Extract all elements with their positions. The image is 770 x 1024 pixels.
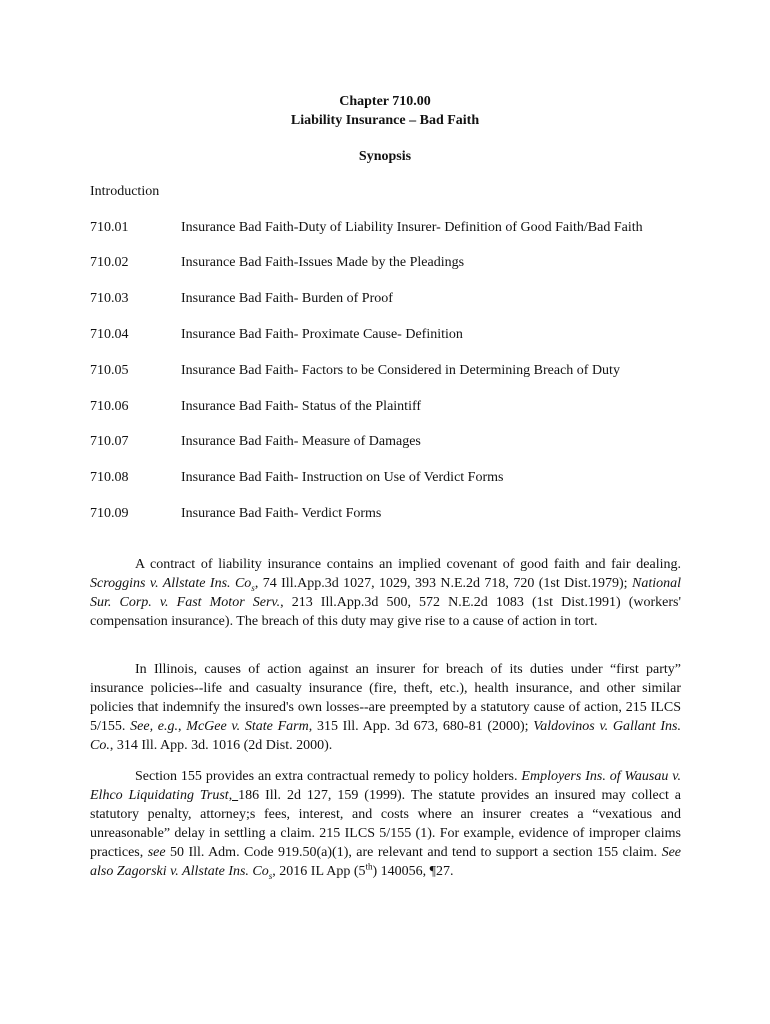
toc-number: 710.02 [90,255,129,270]
case-citation: Employers Ins. of Wausau v. Elhco Liquidating Trust [90,769,681,803]
toc-title: Insurance Bad Faith- Status of the Plaintiff [181,399,422,414]
toc-number: 710.09 [90,506,129,521]
toc-row [90,469,690,487]
paragraph-section-155: Section 155 provides an extra contractual remedy to policy holders. Employers Ins. of Wausau v. Elhco Liquidating Trust, 186 Ill. 2d 127, 159 (1999). The statute provides an insured may collect a statutory penalty, attorney;s fees, interest, and costs where an insurer creates a “vexatious and unreasonable” delay in settling a claim. 215 ILCS 5/155 (1). For example, evidence of improper claims practices, see 50 Ill. Adm. Code 919.50(a)(1), are relevant and tend to support a section 155 claim. See also Zagorski v. Allstate Ins. $Co_s$, 2016 IL App (5th) 140056, ¶27. [90,769,681,881]
toc-title: Insurance Bad Faith- Instruction on Use of Verdict Forms [181,470,504,485]
case-citation: Scroggins v. Allstate Ins. Co [90,576,252,591]
toc-number: 710.08 [90,470,129,485]
synopsis-heading: Synopsis [358,149,412,164]
toc-row [90,219,690,237]
case-citation: See also Zagorski v. Allstate Ins. Co [90,845,681,879]
toc-title: Insurance Bad Faith-Duty of Liability Insurer- Definition of Good Faith/Bad Faith [181,220,643,235]
toc-title: Insurance Bad Faith- Burden of Proof [181,291,393,306]
chapter-title: Liability Insurance – Bad Faith [290,113,480,128]
toc-title: Insurance Bad Faith-Issues Made by the Pleadings [181,255,465,270]
case-citation: Valdovinos v. Gallant Ins. Co. [90,719,682,753]
toc-number: 710.07 [90,434,129,449]
case-citation: McGee v. State Farm [186,719,309,734]
toc-title: Insurance Bad Faith- Factors to be Considered in Determining Breach of Duty [181,363,620,378]
introduction-label: Introduction [90,184,160,199]
toc-row [90,505,690,523]
paragraph-covenant: A contract of liability insurance contains an implied covenant of good faith and fair dealing. Scroggins v. Allstate Ins. $Co_s$, 74 Ill.App.3d 1027, 1029, 393 N.E.2d 718, 720 (1st Dist.1979); National Sur. Corp. v. Fast Motor Serv., 213 Ill.App.3d 500, 572 N.E.2d 1083 (1st Dist.1991) (workers' compensation insurance). The breach of this duty may give rise to a cause of action in tort. [90,557,682,629]
toc-row [90,398,690,416]
toc-row [90,254,690,272]
case-citation: National Sur. Corp. v. Fast Motor Serv. [90,576,682,610]
toc-row [90,362,690,380]
toc-number: 710.01 [90,220,129,235]
paragraph-illinois: In Illinois, causes of action against an insurer for breach of its duties under “first party” insurance policies--life and casualty insurance (fire, theft, etc.), health insurance, and other similar policies that indemnify the insured's own losses--are preempted by a statutory cause of action, 215 ILCS 5/155. See, e.g., McGee v. State Farm, 315 Ill. App. 3d 673, 680-81 (2000); Valdovinos v. Gallant Ins. Co., 314 Ill. App. 3d. 1016 (2d Dist. 2000). [90,662,682,753]
toc-title: Insurance Bad Faith- Verdict Forms [181,506,382,521]
toc-row [90,290,690,308]
toc-row [90,326,690,344]
toc-number: 710.06 [90,399,129,414]
toc-number: 710.05 [90,363,129,378]
toc-title: Insurance Bad Faith- Proximate Cause- Definition [181,327,463,342]
toc-number: 710.04 [90,327,129,342]
toc-number: 710.03 [90,291,129,306]
toc-title: Insurance Bad Faith- Measure of Damages [181,434,421,449]
chapter-heading: Chapter 710.00 [339,94,431,109]
toc-row [90,433,690,451]
